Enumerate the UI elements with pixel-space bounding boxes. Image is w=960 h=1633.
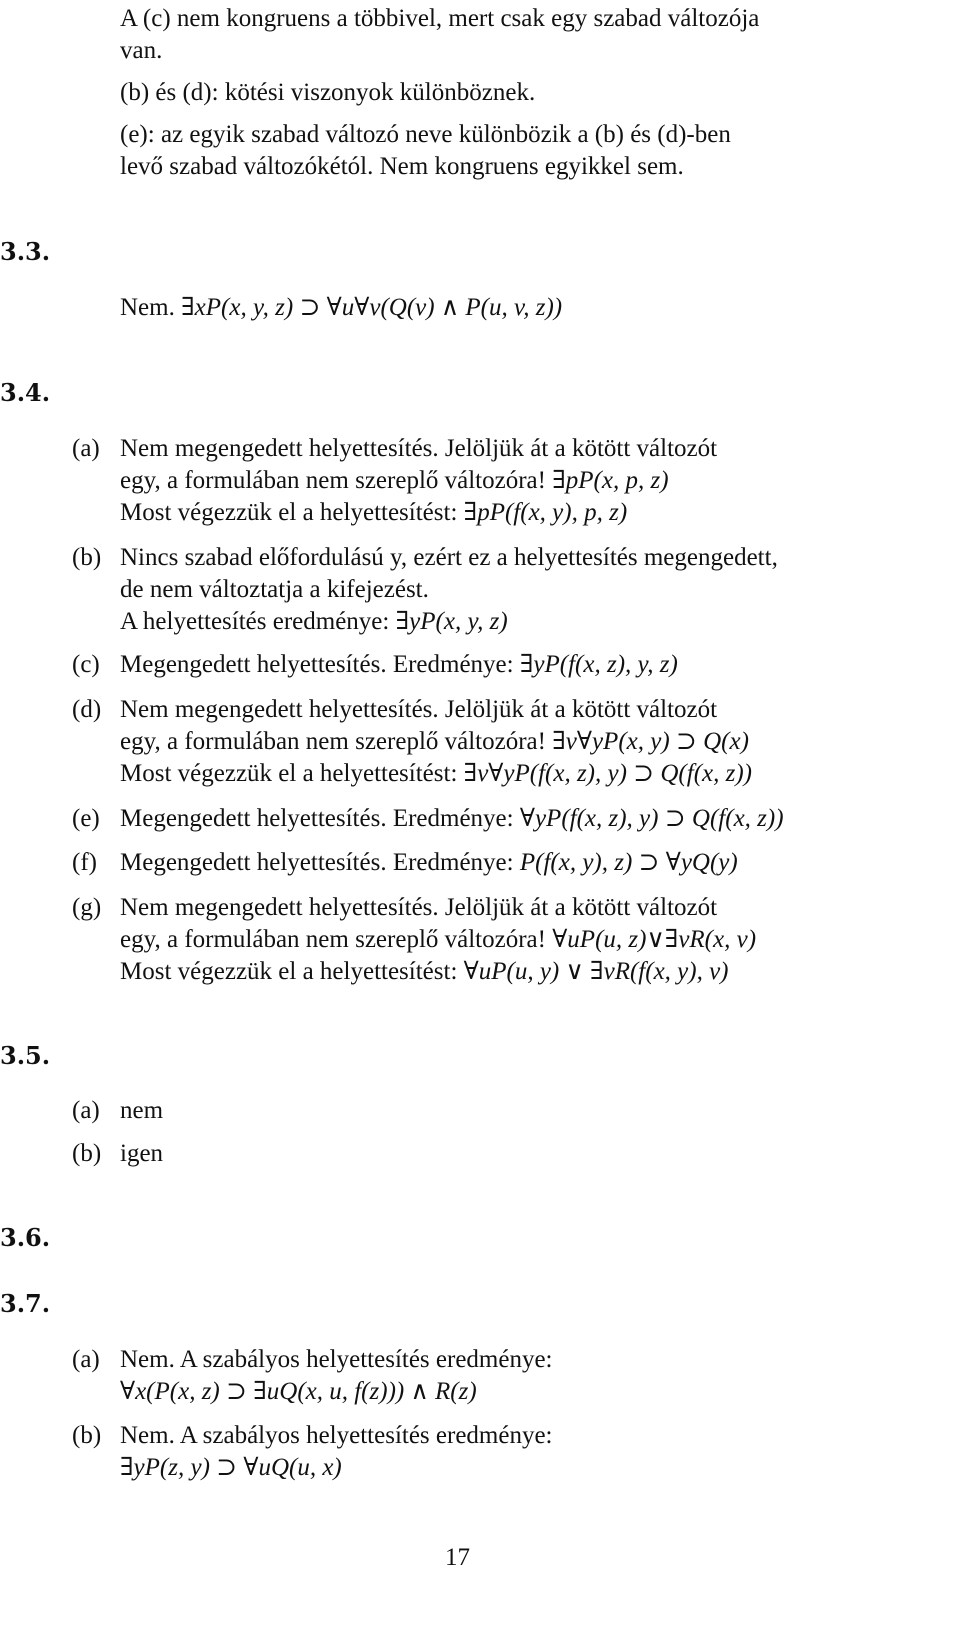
formula: ∃yP(f(x, z), y, z) (519, 651, 678, 678)
item-label: (c) (72, 651, 100, 678)
text-line (120, 652, 678, 677)
text-line (120, 729, 749, 754)
text-line: Nem. A szabályos helyettesítés eredménye: (120, 1346, 553, 1373)
formula: ∃pP(f(x, y), p, z) (463, 499, 628, 526)
section-number: 3.7. (0, 1289, 51, 1318)
text: Megengedett helyettesítés. Eredménye: (120, 651, 514, 678)
text-line: nem (120, 1097, 164, 1124)
item-label: (a) (72, 1097, 100, 1124)
item-label: (e) (72, 805, 100, 832)
item-label: (f) (72, 849, 97, 876)
item-label: (b) (72, 1422, 102, 1449)
formula: ∀uP(u, y) ∨ ∃vR(f(x, y), v) (463, 958, 729, 985)
text-line: A (c) nem kongruens a többivel, mert csak egy szabad változója (120, 5, 760, 32)
text-line (120, 959, 729, 984)
section-number: 3.4. (0, 378, 51, 407)
text-line (120, 927, 756, 952)
section-number: 3.6. (0, 1223, 51, 1252)
text: egy, a formulában nem szereplő változóra! (120, 467, 546, 494)
text-line: de nem változtatja a kifejezést. (120, 576, 429, 603)
text: egy, a formulában nem szereplő változóra! (120, 926, 546, 953)
text-line: levő szabad változókétól. Nem kongruens egyikkel sem. (120, 153, 684, 180)
text-line (120, 468, 669, 493)
item-label: (g) (72, 894, 102, 921)
text-line: Nem megengedett helyettesítés. Jelöljük át a kötött változót (120, 696, 718, 723)
formula: ∃xP(x, y, z) ⊃ ∀u∀v(Q(v) ∧ P(u, v, z)) (181, 294, 563, 321)
text: Most végezzük el a helyettesítést: (120, 499, 458, 526)
formula: ∀yP(f(x, z), y) ⊃ Q(f(x, z)) (519, 805, 784, 832)
formula: ∃yP(z, y) ⊃ ∀uQ(u, x) (120, 1454, 342, 1481)
text-line: (b) és (d): kötési viszonyok különböznek. (120, 79, 536, 106)
text: Most végezzük el a helyettesítést: (120, 760, 458, 787)
formula: ∃v∀yP(f(x, z), y) ⊃ Q(f(x, z)) (463, 760, 752, 787)
formula: ∃yP(x, y, z) (395, 608, 508, 635)
item-label: (a) (72, 435, 100, 462)
text-line (120, 761, 752, 786)
text-line (120, 850, 738, 875)
text: Most végezzük el a helyettesítést: (120, 958, 458, 985)
formula: P(f(x, y), z) ⊃ ∀yQ(y) (519, 849, 738, 876)
answer-text: Nem. (120, 294, 175, 321)
text-line: van. (120, 37, 163, 64)
text: egy, a formulában nem szereplő változóra! (120, 728, 546, 755)
text: Megengedett helyettesítés. Eredménye: (120, 805, 514, 832)
answer-line (120, 295, 562, 320)
section-number: 3.5. (0, 1041, 51, 1070)
item-label: (b) (72, 1140, 102, 1167)
text: A helyettesítés eredménye: (120, 608, 390, 635)
item-label: (d) (72, 696, 102, 723)
text-line: Nem megengedett helyettesítés. Jelöljük át a kötött változót (120, 894, 718, 921)
text-line: igen (120, 1140, 164, 1167)
text-line (120, 806, 784, 831)
item-label: (a) (72, 1346, 100, 1373)
formula: ∀x(P(x, z) ⊃ ∃uQ(x, u, f(z))) ∧ R(z) (120, 1378, 477, 1405)
formula: ∀uP(u, z)∨∃vR(x, v) (552, 926, 757, 953)
text-line: Nincs szabad előfordulású y, ezért ez a helyettesítés megengedett, (120, 544, 778, 571)
page-number: 17 (445, 1544, 470, 1571)
item-label: (b) (72, 544, 102, 571)
formula: ∃v∀yP(x, y) ⊃ Q(x) (552, 728, 749, 755)
text-line (120, 500, 627, 525)
text-line: (e): az egyik szabad változó neve különbözik a (b) és (d)-ben (120, 121, 731, 148)
text-line: Nem megengedett helyettesítés. Jelöljük át a kötött változót (120, 435, 718, 462)
text-line (120, 609, 508, 634)
text-line: Nem. A szabályos helyettesítés eredménye: (120, 1422, 553, 1449)
text: Megengedett helyettesítés. Eredménye: (120, 849, 514, 876)
formula: ∃pP(x, p, z) (552, 467, 669, 494)
section-number: 3.3. (0, 237, 51, 266)
